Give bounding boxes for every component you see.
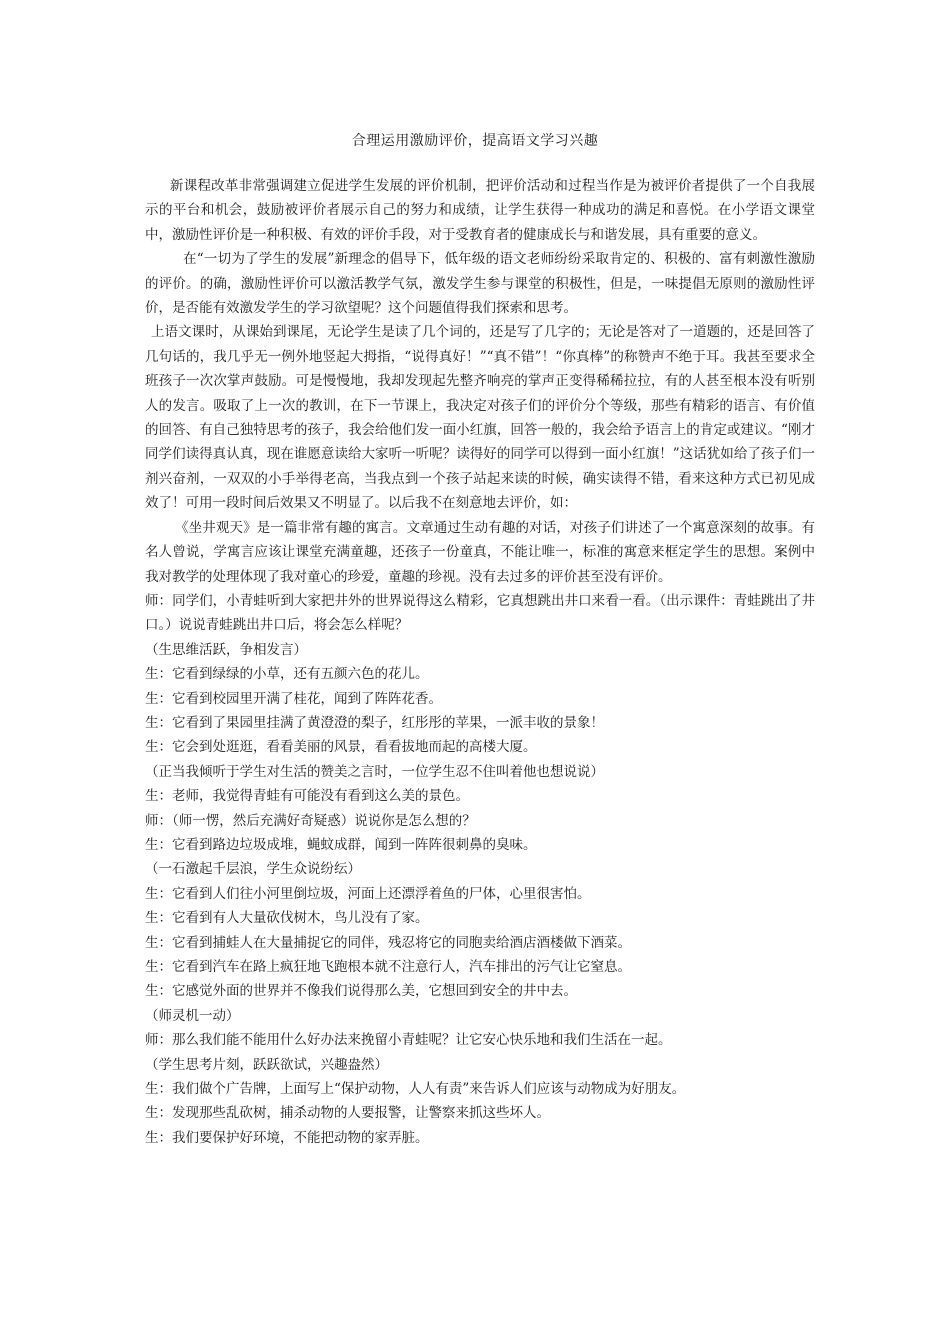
- dialogue-line: 生：它看到有人大量砍伐树木，鸟儿没有了家。: [145, 910, 429, 927]
- dialogue-line: （生思维活跃，争相发言）: [145, 641, 307, 658]
- paragraph-intro: 新课程改革非常强调建立促进学生发展的评价机制，把评价活动和过程当作是为被评价者提供了一个自我展示的平台和机会，鼓励被评价者展示自己的努力和成绩，让学生获得一种成功的满足和喜悦。在小学语文课堂中，激励性评价是一种积极、有效的评价手段，对于受教育者的健康成长与和谐发展，具有重要的意义。: [145, 178, 815, 243]
- dialogue-line: 生：它看到人们往小河里倒垃圾，河面上还漂浮着鱼的尸体，心里很害怕。: [145, 885, 591, 902]
- dialogue-line: 生：发现那些乱砍树，捕杀动物的人要报警，让警察来抓这些坏人。: [145, 1105, 550, 1122]
- dialogue-line: 师：同学们，小青蛙听到大家把井外的世界说得这么精彩，它真想跳出井口来看一看。（出示课件：青蛙跳出了井口。）说说青蛙跳出井口后，将会怎么样呢？: [145, 592, 815, 634]
- dialogue-line: 师：那么我们能不能用什么好办法来挽留小青蛙呢？让它安心快乐地和我们生活在一起。: [145, 1032, 672, 1049]
- paragraph-case-intro: 《坐井观天》是一篇非常有趣的寓言。文章通过生动有趣的对话，对孩子们讲述了一个寓意深刻的故事。有名人曾说，学寓言应该让课堂充满童趣，还孩子一份童真，不能让唯一，标准的寓意来框定学生的思想。案例中我对教学的处理体现了我对童心的珍爱，童趣的珍视。没有去过多的评价甚至没有评价。: [145, 519, 815, 585]
- dialogue-line: 生：我们要保护好环境，不能把动物的家弄脏。: [145, 1129, 429, 1146]
- dialogue-line: 生：老师，我觉得青蛙有可能没有看到这么美的景色。: [145, 788, 469, 805]
- paragraph-classroom-practice: 上语文课时，从课始到课尾，无论学生是读了几个词的，还是写了几字的；无论是答对了一道题的，还是回答了几句话的，我几乎无一例外地竖起大拇指，“说得真好！”“真不错”！“你真棒”的称赞声不绝于耳。我甚至要求全班孩子一次次掌声鼓励。可是慢慢地，我却发现起先整齐响亮的掌声正变得稀稀拉拉，有的人甚至根本没有听别人的发言。吸取了上一次的教训，在下一节课上，我决定对孩子们的评价分个等级，那些有精彩的语言、有价值的回答、有自己独特思考的孩子，我会给他们发一面小红旗，回答一般的，我会给予语言上的肯定或建议。“刚才同学们读得真认真，现在谁愿意读给大家听一听呢？读得好的同学可以得到一面小红旗！”这话犹如给了孩子们一剂兴奋剂，一双双的小手举得老高，当我点到一个孩子站起来读的时候，确实读得不错，看来这种方式已初见成效了！可用一段时间后效果又不明显了。以后我不在刻意地去评价，如：: [145, 324, 815, 512]
- dialogue-line: 生：它看到捕蛙人在大量捕捉它的同伴，残忍将它的同胞卖给酒店酒楼做下酒菜。: [145, 934, 631, 951]
- dialogue-line: 生：我们做个广告牌，上面写上“保护动物，人人有责”来告诉人们应该与动物成为好朋友。: [145, 1081, 686, 1098]
- dialogue-line: 生：它看到绿绿的小草，还有五颜六色的花儿。: [145, 666, 429, 683]
- dialogue-line: （师灵机一动）: [145, 1007, 240, 1024]
- dialogue-line: 生：它看到校园里开满了桂花，闻到了阵阵花香。: [145, 690, 442, 707]
- dialogue-line: 生：它看到了果园里挂满了黄澄澄的梨子，红彤彤的苹果，一派丰收的景象！: [145, 714, 604, 731]
- paragraph-new-concept: 在“一切为了学生的发展”新理念的倡导下，低年级的语文老师纷纷采取肯定的、积极的、富有刺激性激励的评价。的确，激励性评价可以激活教学气氛，激发学生参与课堂的积极性，但是，一味提倡无原则的激励性评价，是否能有效激发学生的学习欲望呢？这个问题值得我们探索和思考。: [145, 251, 815, 317]
- dialogue-line: （一石激起千层浪，学生众说纷纭）: [145, 861, 361, 878]
- document-title: 合理运用激励评价，提高语文学习兴趣: [351, 133, 599, 149]
- dialogue-line: 师：（师一愣，然后充满好奇疑惑）说说你是怎么想的？: [145, 812, 476, 829]
- dialogue-line: 生：它感觉外面的世界并不像我们说得那么美，它想回到安全的井中去。: [145, 983, 577, 1000]
- dialogue-line: 生：它会到处逛逛，看看美丽的风景，看看拔地而起的高楼大厦。: [145, 739, 537, 756]
- dialogue-line: （正当我倾听于学生对生活的赞美之言时，一位学生忍不住叫着他也想说说）: [145, 763, 604, 780]
- document-body: [145, 174, 815, 1150]
- dialogue-line: 生：它看到汽车在路上疯狂地飞跑根本就不注意行人，汽车排出的污气让它窒息。: [145, 959, 631, 975]
- dialogue-line: 生：它看到路边垃圾成堆，蝇蚊成群，闻到一阵阵很刺鼻的臭味。: [145, 836, 537, 853]
- dialogue-line: （学生思考片刻，跃跃欲试，兴趣盎然）: [145, 1056, 388, 1073]
